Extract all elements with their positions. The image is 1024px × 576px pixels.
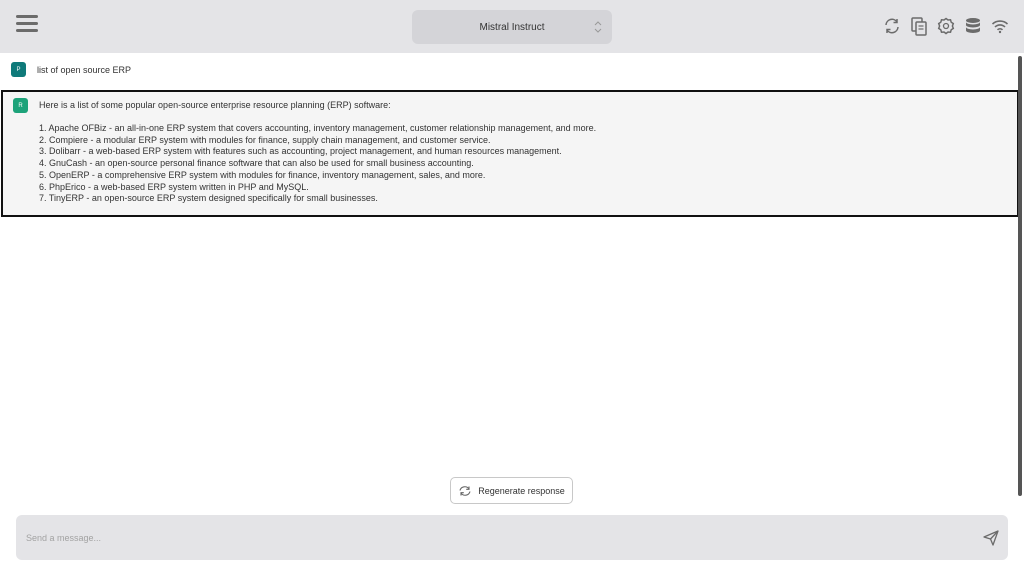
settings-icon[interactable] bbox=[936, 15, 956, 37]
composer bbox=[16, 515, 1008, 560]
list-item: 7. TinyERP - an open-source ERP system designed specifically for small businesses. bbox=[39, 193, 378, 204]
wifi-icon[interactable] bbox=[990, 15, 1010, 37]
menu-icon[interactable] bbox=[16, 15, 38, 35]
list-item: 4. GnuCash - an open-source personal finance software that can also be used for small business accounting. bbox=[39, 158, 474, 169]
copy-icon[interactable] bbox=[909, 15, 929, 37]
list-item: 5. OpenERP - a comprehensive ERP system with modules for finance, inventory management, sales, and more. bbox=[39, 169, 486, 180]
user-avatar: P bbox=[11, 62, 26, 77]
list-item: 1. Apache OFBiz - an all-in-one ERP system that covers accounting, inventory management, customer relationship management, and more. bbox=[39, 123, 597, 133]
refresh-icon bbox=[458, 485, 472, 497]
chevron-updown-icon bbox=[594, 20, 602, 34]
regenerate-button[interactable] bbox=[450, 477, 573, 504]
list-item: 3. Dolibarr - a web-based ERP system with features such as accounting, project management, and human resources management. bbox=[39, 146, 562, 157]
user-message bbox=[0, 53, 1018, 89]
regenerate-label: Regenerate response bbox=[478, 485, 565, 496]
top-bar bbox=[0, 0, 1024, 53]
assistant-avatar: R bbox=[13, 98, 28, 113]
model-select-label: Mistral Instruct bbox=[479, 21, 545, 33]
database-icon[interactable] bbox=[963, 15, 983, 37]
scrollbar[interactable] bbox=[1018, 56, 1022, 496]
model-select[interactable] bbox=[412, 10, 612, 44]
chat-area bbox=[0, 53, 1018, 473]
erp-list bbox=[39, 123, 596, 205]
toolbar bbox=[882, 15, 1010, 37]
send-icon[interactable] bbox=[982, 529, 1000, 547]
list-item: 6. PhpErico - a web-based ERP system written in PHP and MySQL. bbox=[39, 181, 309, 192]
user-message-text: list of open source ERP bbox=[37, 65, 132, 75]
message-input[interactable] bbox=[26, 515, 966, 560]
assistant-intro: Here is a list of some popular open-source enterprise resource planning (ERP) software: bbox=[39, 100, 391, 110]
refresh-icon[interactable] bbox=[882, 15, 902, 37]
list-item: 2. Compiere - a modular ERP system with modules for finance, supply chain management, and customer service. bbox=[39, 134, 491, 145]
assistant-message bbox=[1, 90, 1019, 217]
